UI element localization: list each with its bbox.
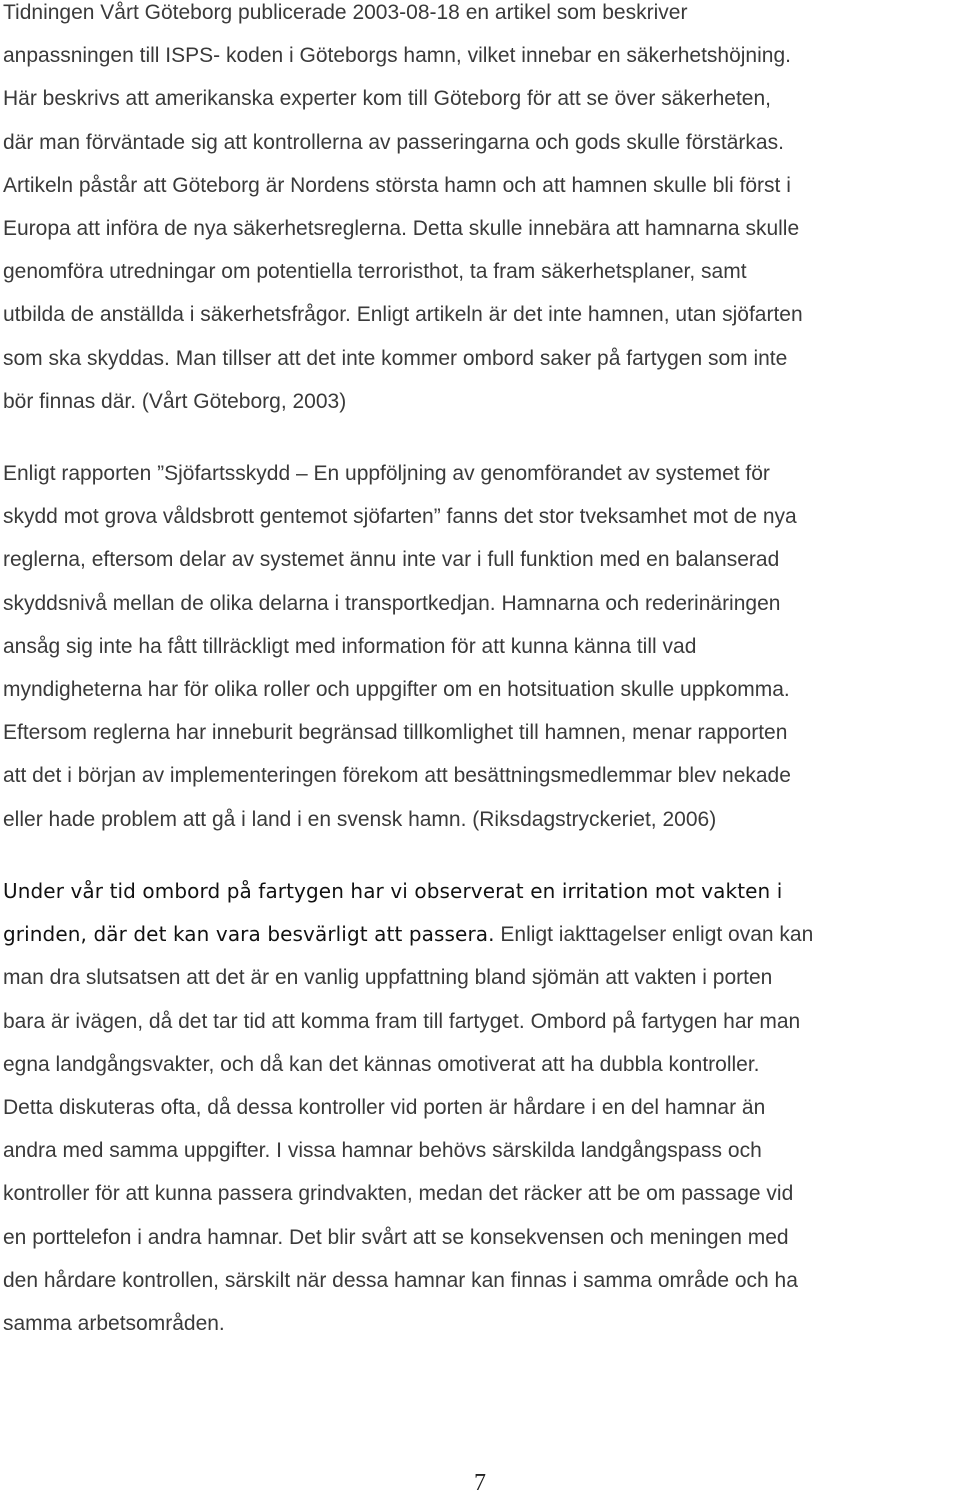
text-line: samma arbetsområden. [3, 1312, 225, 1336]
text-line: den hårdare kontrollen, särskilt när dessa hamnar kan finnas i samma område och ha [3, 1268, 798, 1292]
text-line: Europa att införa de nya säkerhetsreglerna. Detta skulle innebära att hamnarna skulle [3, 217, 800, 241]
text-line: Här beskrivs att amerikanska experter kom till Göteborg för att se över säkerheten, [3, 87, 771, 111]
text-line: Eftersom reglerna har inneburit begränsad tillkomlighet till hamnen, menar rapporten [3, 721, 788, 745]
text-line: Detta diskuteras ofta, då dessa kontroller vid porten är hårdare i en del hamnar än [3, 1096, 766, 1120]
text-line: ansåg sig inte ha fått tillräckligt med information för att kunna känna till vad [3, 634, 697, 658]
text-line: utbilda de anställda i säkerhetsfrågor. Enligt artikeln är det inte hamnen, utan sjöfarten [3, 303, 803, 327]
text-line: andra med samma uppgifter. I vissa hamnar behövs särskilda landgångspass och [3, 1139, 762, 1163]
paragraph-vart-goteborg [3, 0, 958, 423]
text-line: genomföra utredningar om potentiella terroristhot, ta fram säkerhetsplaner, samt [3, 260, 747, 284]
paragraph-observations-ombord [3, 870, 958, 1345]
text-line: en porttelefon i andra hamnar. Det blir svårt att se konsekvensen och meningen med [3, 1225, 789, 1249]
text-line: Tidningen Vårt Göteborg publicerade 2003-08-18 en artikel som beskriver [3, 1, 688, 24]
text-line: egna landgångsvakter, och då kan det kännas omotiverat att ha dubbla kontroller. [3, 1052, 760, 1076]
observation-text: grinden, där det kan vara besvärligt att passera. [3, 922, 495, 947]
paragraph-sjofartsskydd-rapport [3, 452, 958, 841]
observation-text: Under vår tid ombord på fartygen har vi observerat en irritation mot vakten i [3, 879, 783, 903]
text-line: skyddsnivå mellan de olika delarna i transportkedjan. Hamnarna och rederinäringen [3, 591, 781, 615]
text-line: Enligt iakttagelser enligt ovan kan [494, 923, 814, 947]
text-line: anpassningen till ISPS- koden i Göteborgs hamn, vilket innebar en säkerhetshöjning. [3, 44, 791, 68]
text-line: där man förväntade sig att kontrollerna av passeringarna och gods skulle förstärkas. [3, 130, 784, 154]
text-line: Artikeln påstår att Göteborg är Nordens största hamn och att hamnen skulle bli först i [3, 173, 791, 197]
text-line: myndigheterna har för olika roller och uppgifter om en hotsituation skulle uppkomma. [3, 678, 790, 702]
text-line: skydd mot grova våldsbrott gentemot sjöfarten” fanns det stor tveksamhet mot de nya [3, 505, 797, 529]
text-line: kontroller för att kunna passera grindvakten, medan det räcker att be om passage vid [3, 1182, 794, 1206]
text-line: att det i början av implementeringen förekom att besättningsmedlemmar blev nekade [3, 764, 791, 788]
text-line: bör finnas där. (Vårt Göteborg, 2003) [3, 389, 347, 413]
page-number: 7 [474, 1470, 486, 1496]
text-line: eller hade problem att gå i land i en svensk hamn. (Riksdagstryckeriet, 2006) [3, 807, 717, 831]
text-line: reglerna, eftersom delar av systemet ännu inte var i full funktion med en balanserad [3, 548, 780, 572]
text-line: bara är ivägen, då det tar tid att komma fram till fartyget. Ombord på fartygen har man [3, 1009, 801, 1033]
text-line: man dra slutsatsen att det är en vanlig uppfattning bland sjömän att vakten i porten [3, 966, 773, 990]
text-line: som ska skyddas. Man tillser att det inte kommer ombord saker på fartygen som inte [3, 346, 788, 370]
text-line: Enligt rapporten ”Sjöfartsskydd – En uppföljning av genomförandet av systemet för [3, 462, 770, 485]
